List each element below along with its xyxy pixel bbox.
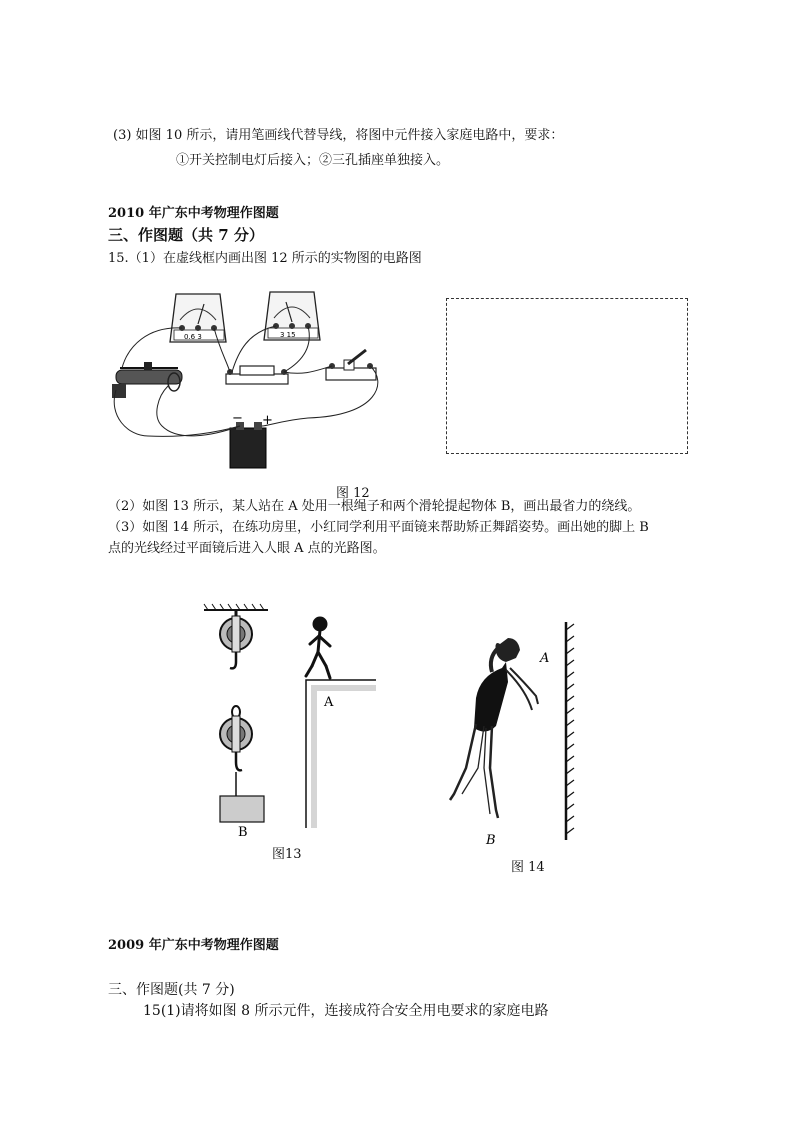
label-b: B xyxy=(238,825,248,840)
ammeter-icon xyxy=(170,294,226,342)
figure-12-circuit xyxy=(108,286,388,476)
question-3-line1: (3) 如图 10 所示，请用笔画线代替导线，将图中元件接入家庭电路中，要求： xyxy=(113,128,564,143)
figure-13-caption: 图13 xyxy=(272,847,302,862)
fixed-pulley-icon xyxy=(220,610,252,668)
figure-12-caption: 图 12 xyxy=(336,486,370,501)
label-b: B xyxy=(486,833,496,848)
section-heading-2010: 三、作图题（共 7 分） xyxy=(108,226,264,244)
question-15-1-2009: 15(1)请将如图 8 所示元件，连接成符合安全用电要求的家庭电路 xyxy=(143,1003,549,1019)
movable-pulley-icon xyxy=(220,706,252,796)
question-3-requirements: ①开关控制电灯后接入；②三孔插座单独接入。 xyxy=(176,153,450,168)
label-a: A xyxy=(324,695,334,710)
label-a: A xyxy=(540,651,550,666)
resistor-icon xyxy=(226,366,288,384)
question-15-3-line2: 点的光线经过平面镜后进入人眼 A 点的光路图。 xyxy=(108,541,386,556)
question-15-1: 15.（1）在虚线框内画出图 12 所示的实物图的电路图 xyxy=(108,251,422,266)
dancer-icon xyxy=(450,638,538,818)
battery-icon xyxy=(230,411,273,468)
figure-13-pulleys xyxy=(196,600,386,840)
object-b-block xyxy=(220,796,264,822)
question-15-3-line1: （3）如图 14 所示，在练功房里，小红同学利用平面镜来帮助矫正舞蹈姿势。画出她的脚上 B xyxy=(108,520,649,535)
battery-plus: + xyxy=(262,413,273,428)
battery-minus: − xyxy=(232,411,243,426)
question-15-2: （2）如图 13 所示，某人站在 A 处用一根绳子和两个滑轮提起物体 B，画出最省力的绕线。 xyxy=(108,499,641,514)
switch-icon xyxy=(326,350,376,380)
person-icon xyxy=(306,618,330,678)
voltmeter-icon xyxy=(264,292,320,340)
section-heading-2009: 三、作图题(共 7 分) xyxy=(108,982,235,998)
figure-14-caption: 图 14 xyxy=(511,860,545,875)
ammeter-scale: 0.6 3 xyxy=(184,333,202,341)
year-2009-title: 2009 年广东中考物理作图题 xyxy=(108,938,279,953)
circuit-drawing-box[interactable] xyxy=(446,298,688,454)
figure-14-mirror xyxy=(436,618,586,854)
year-2010-title: 2010 年广东中考物理作图题 xyxy=(108,206,279,221)
voltmeter-scale: 3 15 xyxy=(280,331,296,339)
